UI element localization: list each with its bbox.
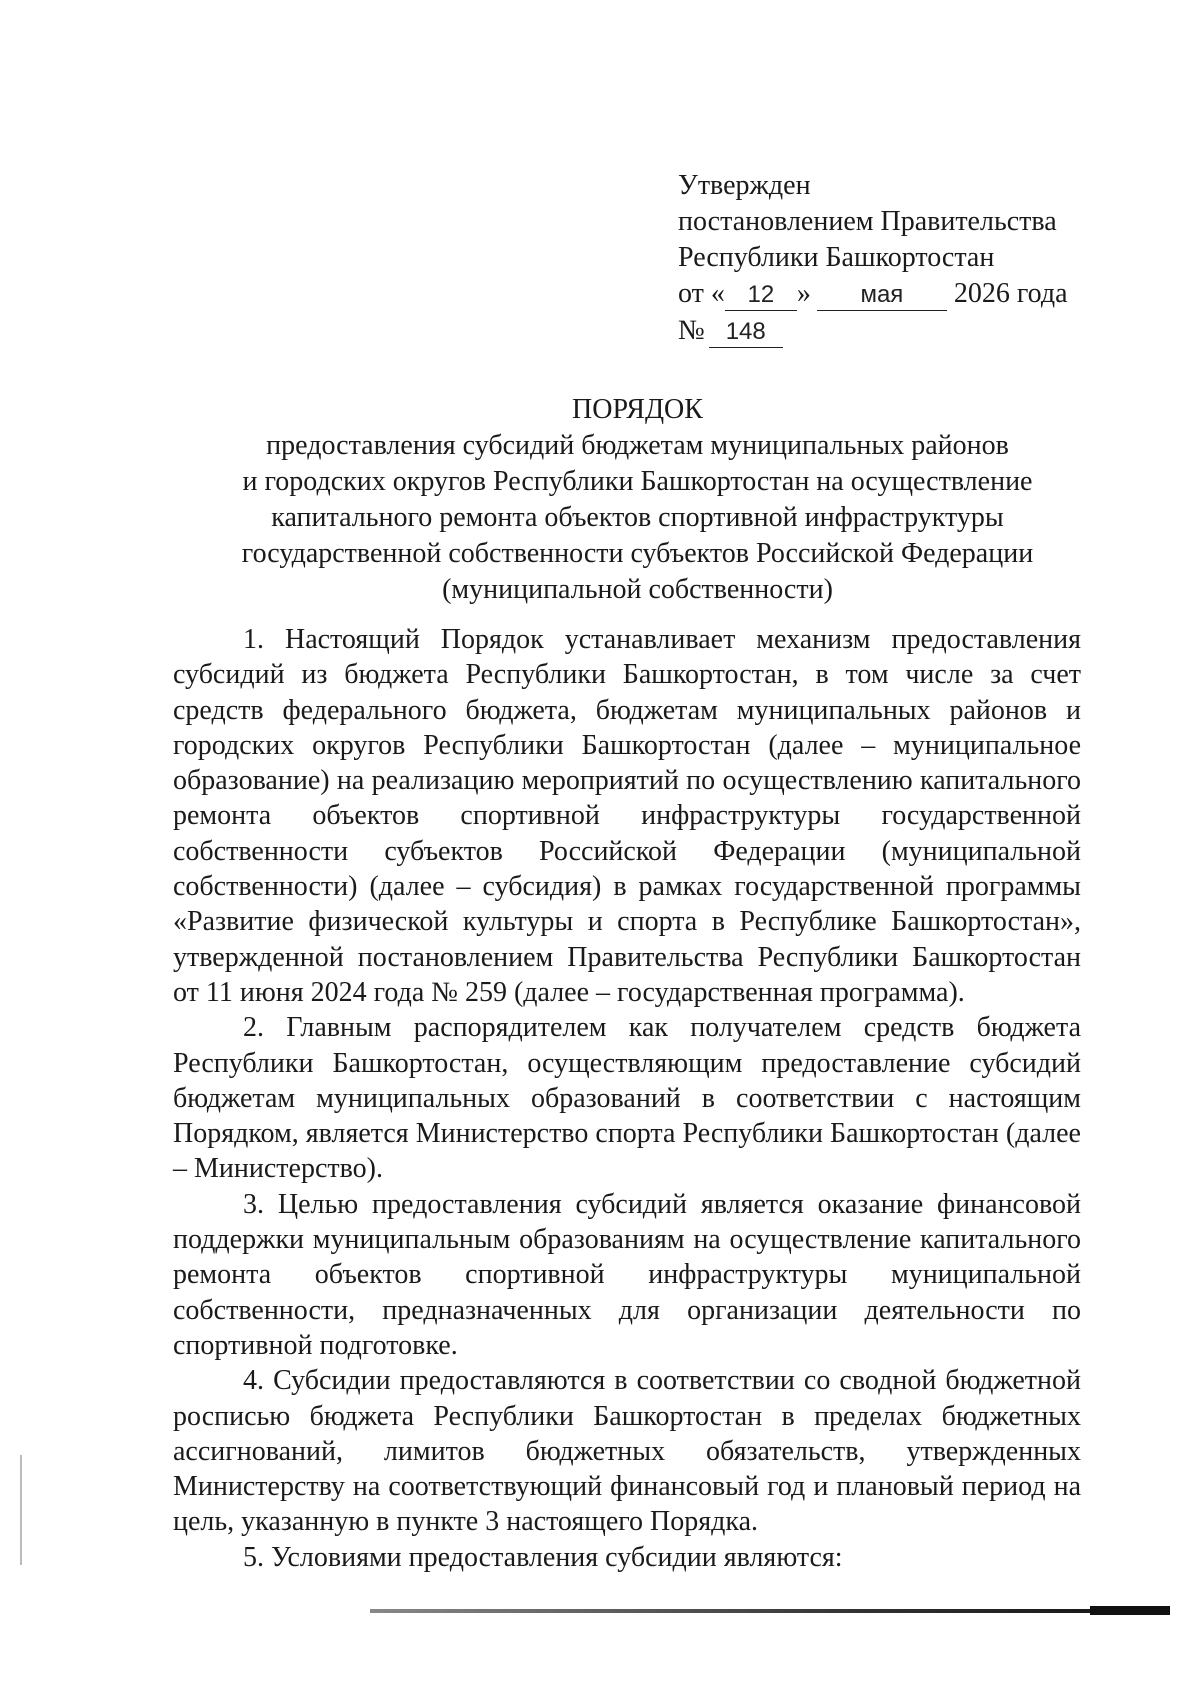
approval-line-3: Республики Башкортостан bbox=[678, 242, 995, 273]
title-subtitle-line: предоставления субсидий бюджетам муниципальных районов bbox=[266, 430, 1009, 461]
approval-line-1: Утвержден bbox=[678, 170, 811, 201]
document-title bbox=[160, 392, 1115, 608]
approval-number bbox=[678, 313, 1068, 350]
date-year: 2026 года bbox=[953, 278, 1068, 309]
number-prefix: № bbox=[678, 315, 705, 346]
date-mid: » bbox=[796, 278, 811, 309]
title-subtitle-line: (муниципальной собственности) bbox=[442, 574, 833, 605]
paragraph-4: 4. Субсидии предоставляются в соответствии со сводной бюджетной росписью бюджета Республики Башкортостан в пределах бюджетных ассигнований, лимитов бюджетных обязательств, утвержденных Министерству на соответствующий финансовый год и плановый период на цель, указанную в пункте 3 настоящего Порядка. bbox=[173, 1365, 1081, 1538]
date-prefix: от « bbox=[678, 278, 725, 309]
paragraph-2: 2. Главным распорядителем как получателем средств бюджета Республики Башкортостан, осуществляющим предоставление субсидий бюджетам муниципальных образований в соответствии с настоящим Порядком, является Министерство спорта Республики Башкортостан (далее – Министерство). bbox=[173, 1012, 1081, 1185]
scan-bottom-rule-tail bbox=[1090, 1606, 1170, 1615]
approval-stamp bbox=[678, 168, 1068, 350]
approval-line-2: постановлением Правительства bbox=[678, 206, 1057, 237]
title-heading: ПОРЯДОК bbox=[572, 394, 703, 425]
document-body bbox=[173, 622, 1081, 1575]
title-subtitle-line: государственной собственности субъектов Российской Федерации bbox=[241, 538, 1034, 569]
date-day: 12 bbox=[725, 277, 797, 313]
date-month: мая bbox=[817, 277, 947, 313]
title-subtitle-line: капитального ремонта объектов спортивной инфраструктуры bbox=[271, 502, 1004, 533]
paragraph-1: 1. Настоящий Порядок устанавливает механизм предоставления субсидий из бюджета Республики Башкортостан, в том числе за счет средств федерального бюджета, бюджетам муниципальных районов и городских округов Республики Башкортостан (далее – муниципальное образование) на реализацию мероприятий по осуществлению капитального ремонта объектов спортивной инфраструктуры государственной собственности субъектов Российской Федерации (муниципальной собственности) (далее – субсидия) в рамках государственной программы «Развитие физической культуры и спорта в Республике Башкортостан», утвержденной постановлением Правительства Республики Башкортостан от 11 июня 2024 года № 259 (далее – государственная программа). bbox=[173, 624, 1081, 1008]
number-value: 148 bbox=[709, 314, 783, 350]
paragraph-3: 3. Целью предоставления субсидий является оказание финансовой поддержки муниципальным образованиям на осуществление капитального ремонта объектов спортивной инфраструктуры муниципальной собственности, предназначенных для организации деятельности по спортивной подготовке. bbox=[173, 1188, 1081, 1361]
scan-bottom-rule bbox=[370, 1609, 1170, 1613]
paragraph-5: 5. Условиями предоставления субсидии являются: bbox=[243, 1541, 843, 1573]
scan-edge-mark bbox=[20, 1455, 22, 1565]
approval-date bbox=[678, 276, 1068, 313]
title-subtitle-line: и городских округов Республики Башкортостан на осуществление bbox=[242, 466, 1033, 497]
